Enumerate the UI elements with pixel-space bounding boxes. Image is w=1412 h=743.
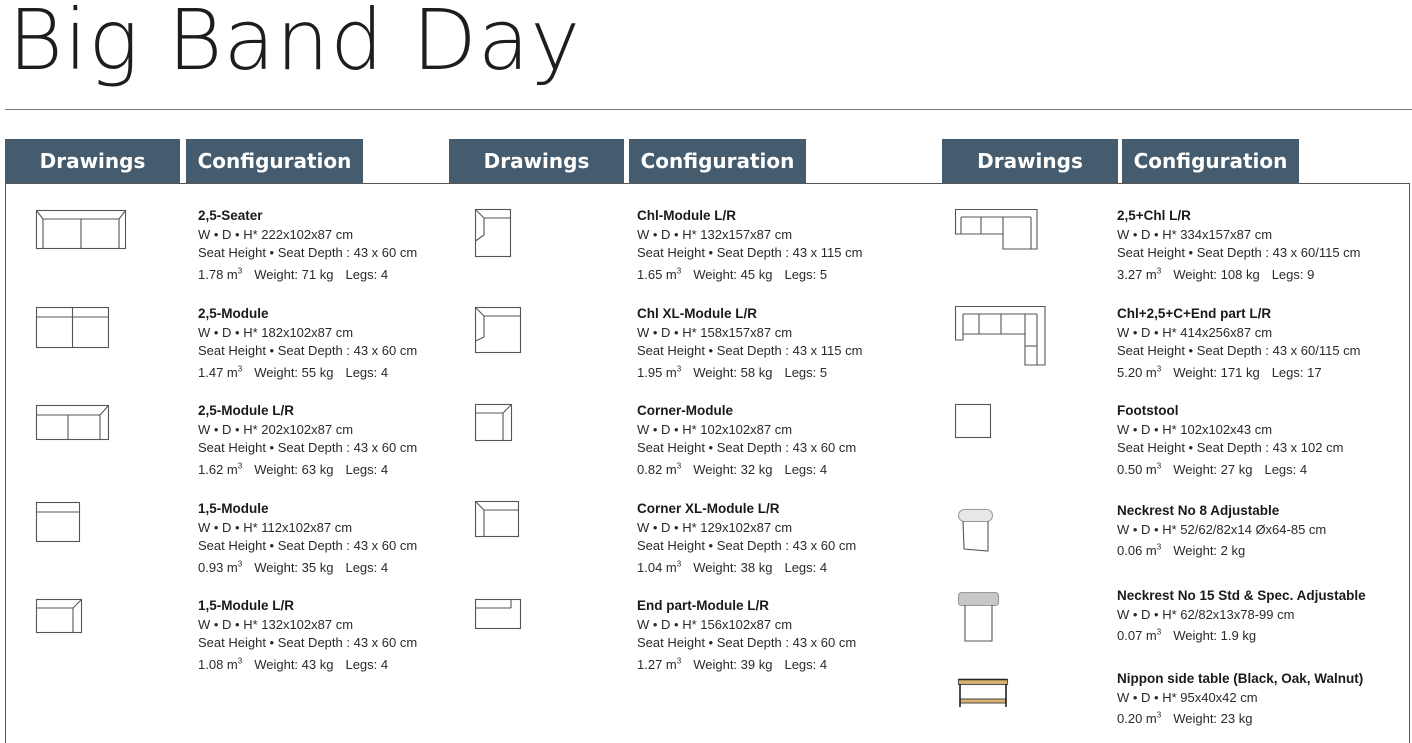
- spec-footstool: Footstool W • D • H* 102x102x43 cm Seat Height • Seat Depth : 43 x 102 cm 0.50 $m^3$ Weight: 27 kg Legs: 4: [1117, 403, 1344, 477]
- spec-2-5-chl: 2,5+Chl L/R W • D • H* 334x157x87 cm Seat Height • Seat Depth : 43 x 60/115 cm 3.27 $m^3$ Weight: 108 kg Legs: 9: [1117, 208, 1361, 282]
- spec-2-5-seater: 2,5-Seater W • D • H* 222x102x87 cm Seat Height • Seat Depth : 43 x 60 cm 1.78 $m^3$ Weight: 71 kg Legs: 4: [198, 208, 418, 282]
- configuration-header-2: Configuration: [629, 139, 806, 183]
- drawings-header-1: Drawings: [5, 139, 180, 183]
- corner-xl-module-drawing: [475, 501, 521, 539]
- chl-combination-drawing: [955, 209, 1039, 251]
- configuration-header-1: Configuration: [186, 139, 363, 183]
- spec-2-5-module-lr: 2,5-Module L/R W • D • H* 202x102x87 cm Seat Height • Seat Depth : 43 x 60 cm 1.62 $m^3$ Weight: 63 kg Legs: 4: [198, 403, 418, 477]
- sofa-1-5-module-lr-drawing: [36, 599, 84, 635]
- chl-xl-module-drawing: [475, 307, 523, 355]
- configuration-header-3: Configuration: [1122, 139, 1299, 183]
- nippon-side-table-image: [958, 679, 1010, 709]
- sofa-2-5-module-drawing: [36, 307, 110, 349]
- spec-1-5-module-lr: 1,5-Module L/R W • D • H* 132x102x87 cm Seat Height • Seat Depth : 43 x 60 cm 1.08 $m^3$ Weight: 43 kg Legs: 4: [198, 598, 418, 672]
- drawings-header-3: Drawings: [942, 139, 1118, 183]
- neckrest-no15-image: [958, 592, 1002, 644]
- sofa-2-5-module-lr-drawing: [36, 405, 110, 441]
- spec-corner-module: Corner-Module W • D • H* 102x102x87 cm Seat Height • Seat Depth : 43 x 60 cm 0.82 $m^3$ Weight: 32 kg Legs: 4: [637, 403, 857, 477]
- spec-chl-2-5-c-end: Chl+2,5+C+End part L/R W • D • H* 414x256x87 cm Seat Height • Seat Depth : 43 x 60/115 cm 5.20 $m^3$ Weight: 171 kg Legs: 17: [1117, 306, 1361, 380]
- sofa-2-5-seater-drawing: [36, 210, 126, 250]
- page-title: Big Band Day: [8, 0, 582, 89]
- spec-2-5-module: 2,5-Module W • D • H* 182x102x87 cm Seat Height • Seat Depth : 43 x 60 cm 1.47 $m^3$ Weight: 55 kg Legs: 4: [198, 306, 418, 380]
- spec-end-part-module: End part-Module L/R W • D • H* 156x102x87 cm Seat Height • Seat Depth : 43 x 60 cm 1.27 $m^3$ Weight: 39 kg Legs: 4: [637, 598, 857, 672]
- footstool-drawing: [955, 404, 993, 440]
- corner-module-drawing: [475, 404, 515, 444]
- spec-corner-xl-module: Corner XL-Module L/R W • D • H* 129x102x87 cm Seat Height • Seat Depth : 43 x 60 cm 1.04 $m^3$ Weight: 38 kg Legs: 4: [637, 501, 857, 575]
- drawings-header-2: Drawings: [449, 139, 624, 183]
- sofa-1-5-module-drawing: [36, 502, 82, 544]
- spec-1-5-module: 1,5-Module W • D • H* 112x102x87 cm Seat Height • Seat Depth : 43 x 60 cm 0.93 $m^3$ Weight: 35 kg Legs: 4: [198, 501, 418, 575]
- neckrest-no8-image: [958, 509, 996, 553]
- spec-neckrest-no8: Neckrest No 8 Adjustable W • D • H* 52/62/82x14 Øx64-85 cm 0.06 $m^3$ Weight: 2 kg: [1117, 503, 1327, 559]
- spec-chl-module: Chl-Module L/R W • D • H* 132x157x87 cm Seat Height • Seat Depth : 43 x 115 cm 1.65 $m^3$ Weight: 45 kg Legs: 5: [637, 208, 863, 282]
- spec-chl-xl-module: Chl XL-Module L/R W • D • H* 158x157x87 cm Seat Height • Seat Depth : 43 x 115 cm 1.95 $m^3$ Weight: 58 kg Legs: 5: [637, 306, 863, 380]
- u-shape-combination-drawing: [955, 306, 1047, 368]
- end-part-module-drawing: [475, 599, 523, 631]
- spec-nippon-side-table: Nippon side table (Black, Oak, Walnut) W • D • H* 95x40x42 cm 0.20 $m^3$ Weight: 23 kg: [1117, 671, 1364, 727]
- chl-module-drawing: [475, 209, 513, 259]
- spec-neckrest-no15: Neckrest No 15 Std & Spec. Adjustable W • D • H* 62/82x13x78-99 cm 0.07 $m^3$ Weight: 1.9 kg: [1117, 588, 1366, 644]
- title-divider: [5, 109, 1412, 110]
